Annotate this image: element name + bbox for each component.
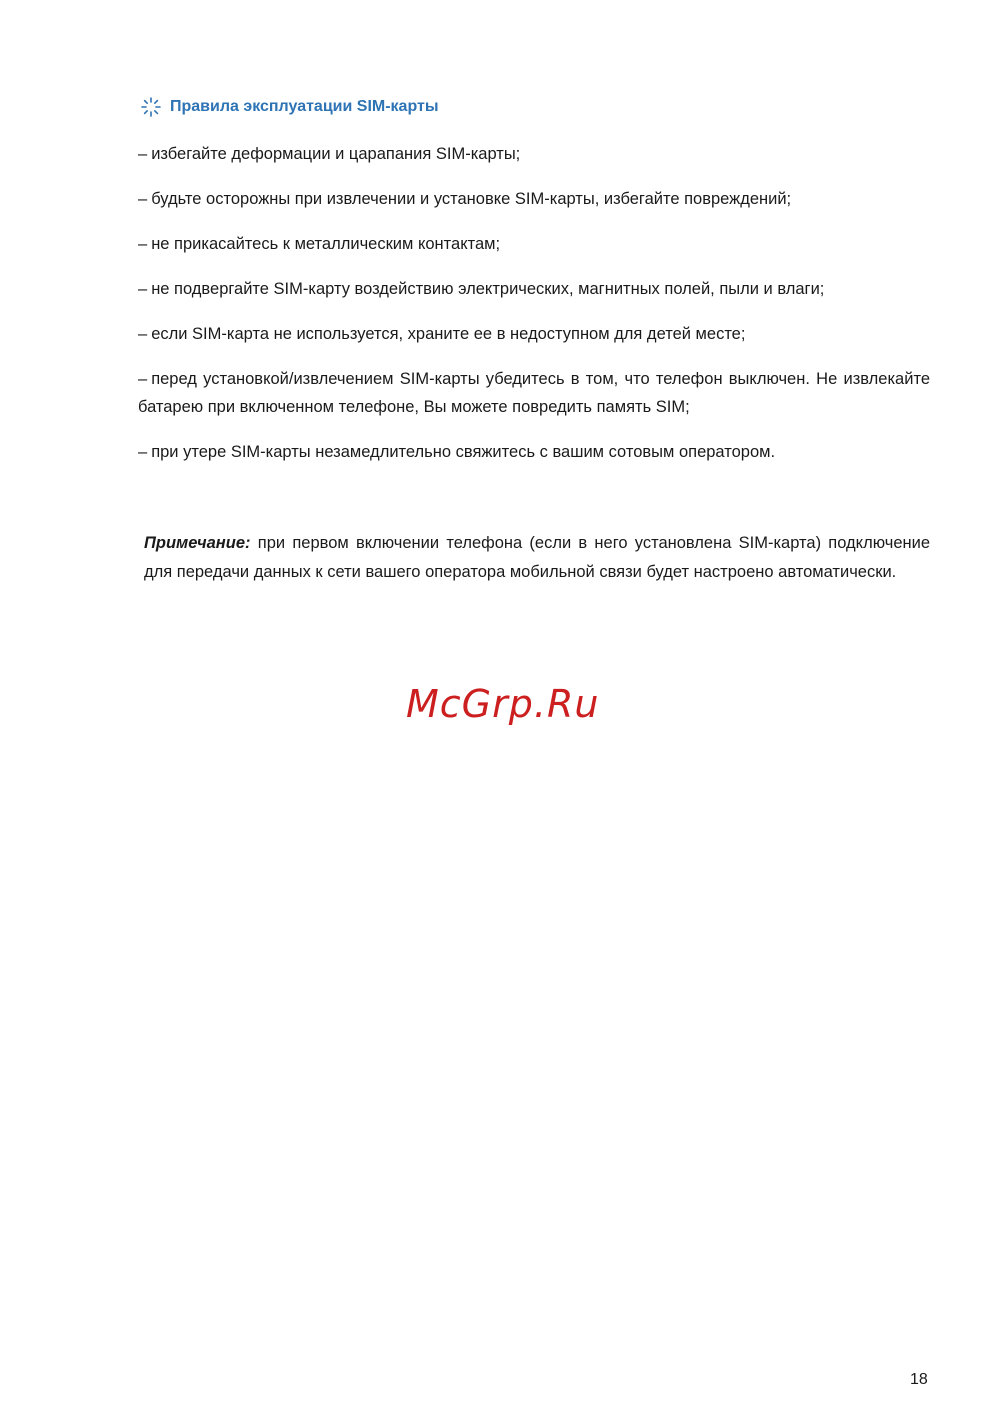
list-dash: – bbox=[138, 280, 148, 298]
list-item bbox=[138, 365, 930, 421]
list-item bbox=[138, 275, 930, 303]
list-item-text: если SIM-карта не используется, храните ее в недоступном для детей месте; bbox=[151, 325, 746, 343]
note-label: Примечание: bbox=[144, 534, 251, 552]
list-item-text: избегайте деформации и царапания SIM-карты; bbox=[151, 145, 521, 163]
list-dash: – bbox=[138, 190, 148, 208]
list-dash: – bbox=[138, 235, 148, 253]
sparkle-icon bbox=[140, 96, 162, 118]
list-item bbox=[138, 140, 930, 168]
list-dash: – bbox=[138, 443, 148, 461]
rules-list bbox=[138, 140, 930, 483]
list-item bbox=[138, 438, 930, 466]
section-title: Правила эксплуатации SIM-карты bbox=[170, 98, 439, 115]
list-item-text: при утере SIM-карты незамедлительно свяжитесь с вашим сотовым оператором. bbox=[151, 443, 776, 461]
note-text: при первом включении телефона (если в него установлена SIM-карта) подключение для передачи данных к сети вашего оператора мобильной связи будет настроено автоматически. bbox=[144, 534, 931, 581]
list-item-text: перед установкой/извлечением SIM-карты убедитесь в том, что телефон выключен. Не извлекайте батарею при включенном телефоне, Вы можете повредить память SIM; bbox=[138, 370, 930, 416]
list-item bbox=[138, 185, 930, 213]
list-item bbox=[138, 230, 930, 258]
watermark-text: McGrp.Ru bbox=[406, 682, 600, 726]
note-paragraph bbox=[144, 529, 930, 586]
list-item bbox=[138, 320, 930, 348]
list-dash: – bbox=[138, 145, 148, 163]
page-number: 18 bbox=[910, 1371, 928, 1388]
list-item-text: не подвергайте SIM-карту воздействию электрических, магнитных полей, пыли и влаги; bbox=[151, 280, 825, 298]
list-dash: – bbox=[138, 370, 148, 388]
list-item-text: будьте осторожны при извлечении и установке SIM-карты, избегайте повреждений; bbox=[151, 190, 792, 208]
list-dash: – bbox=[138, 325, 148, 343]
section-heading bbox=[140, 96, 439, 118]
list-item-text: не прикасайтесь к металлическим контактам; bbox=[151, 235, 501, 253]
